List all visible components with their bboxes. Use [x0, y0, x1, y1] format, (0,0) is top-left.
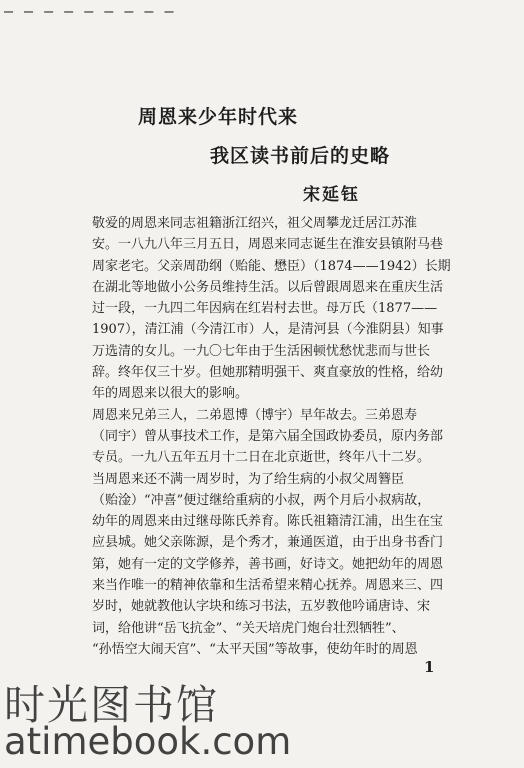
body-line: 安。一八九八年三月五日，周恩来同志诞生在淮安县镇附马巷	[92, 237, 444, 253]
body-line: 岁时，她就教他认字块和练习书法，五岁教他吟诵唐诗、宋	[92, 599, 431, 615]
body-line: 万选清的女儿。一九〇七年由于生活困顿忧愁忧悲而与世长	[92, 343, 431, 359]
article-body	[92, 213, 467, 660]
body-line: 来当作唯一的精神依靠和生活希望来精心抚养。周恩来三、四	[92, 578, 444, 594]
page-number: 1	[424, 658, 435, 676]
watermark-chinese: 时光图书馆	[4, 681, 219, 729]
watermark-url: atimebook.com	[4, 720, 292, 763]
body-line: 过一段，一九四二年因病在红岩村去世。母万氏（1877——	[92, 301, 438, 317]
body-line: 在湖北等地做小公务员维持生活。以后曾跟周恩来在重庆生活	[92, 279, 444, 295]
body-line: 周家老宅。父亲周劭纲（贻能、懋臣）（1874——1942）长期	[92, 258, 451, 274]
body-line: 敬爱的周恩来同志祖籍浙江绍兴，祖父周攀龙迁居江苏淮	[92, 216, 418, 231]
article-author: 宋延钰	[303, 185, 360, 205]
body-line: 年的周恩来以很大的影响。	[92, 386, 249, 402]
article-title-line-1: 周恩来少年时代来	[138, 106, 299, 128]
body-line: 辞。终年仅三十岁。但她那精明强干、爽直豪放的性格，给幼	[92, 365, 444, 381]
top-dash-rule: — — — — — — — — —	[4, 2, 175, 20]
body-line: 专员。一九八五年五月十二日在北京逝世，终年八十二岁。	[92, 450, 431, 466]
body-line: 应县城。她父亲陈源，是个秀才，兼通医道，由于出身书香门	[92, 535, 444, 551]
body-line: （贻淦）“冲喜”便过继给重病的小叔，两个月后小叔病故，	[92, 492, 431, 508]
body-line: 1907），清江浦（今清江市）人，是清河县（今淮阴县）知事	[92, 322, 444, 338]
body-line: 第，她有一定的文学修养，善书画，好诗文。她把幼年的周恩	[92, 556, 444, 572]
body-line: “孙悟空大闹天宫”、“太平天国”等故事，使幼年时的周恩	[92, 641, 418, 657]
body-line: 词，给他讲“岳飞抗金”、“关天培虎门炮台壮烈牺牲”、	[92, 620, 405, 636]
body-line: （同宇）曾从事技术工作，是第六届全国政协委员，原内务部	[92, 428, 444, 444]
body-line: 周恩来兄弟三人，二弟恩博（博宇）早年故去。三弟恩寿	[92, 407, 418, 423]
body-line: 幼年的周恩来由过继母陈氏养育。陈氏祖籍清江浦，出生在宝	[92, 514, 444, 530]
article-title-line-2: 我区读书前后的史略	[210, 145, 391, 167]
body-line: 当周恩来还不满一周岁时，为了给生病的小叔父周簪臣	[92, 471, 405, 487]
